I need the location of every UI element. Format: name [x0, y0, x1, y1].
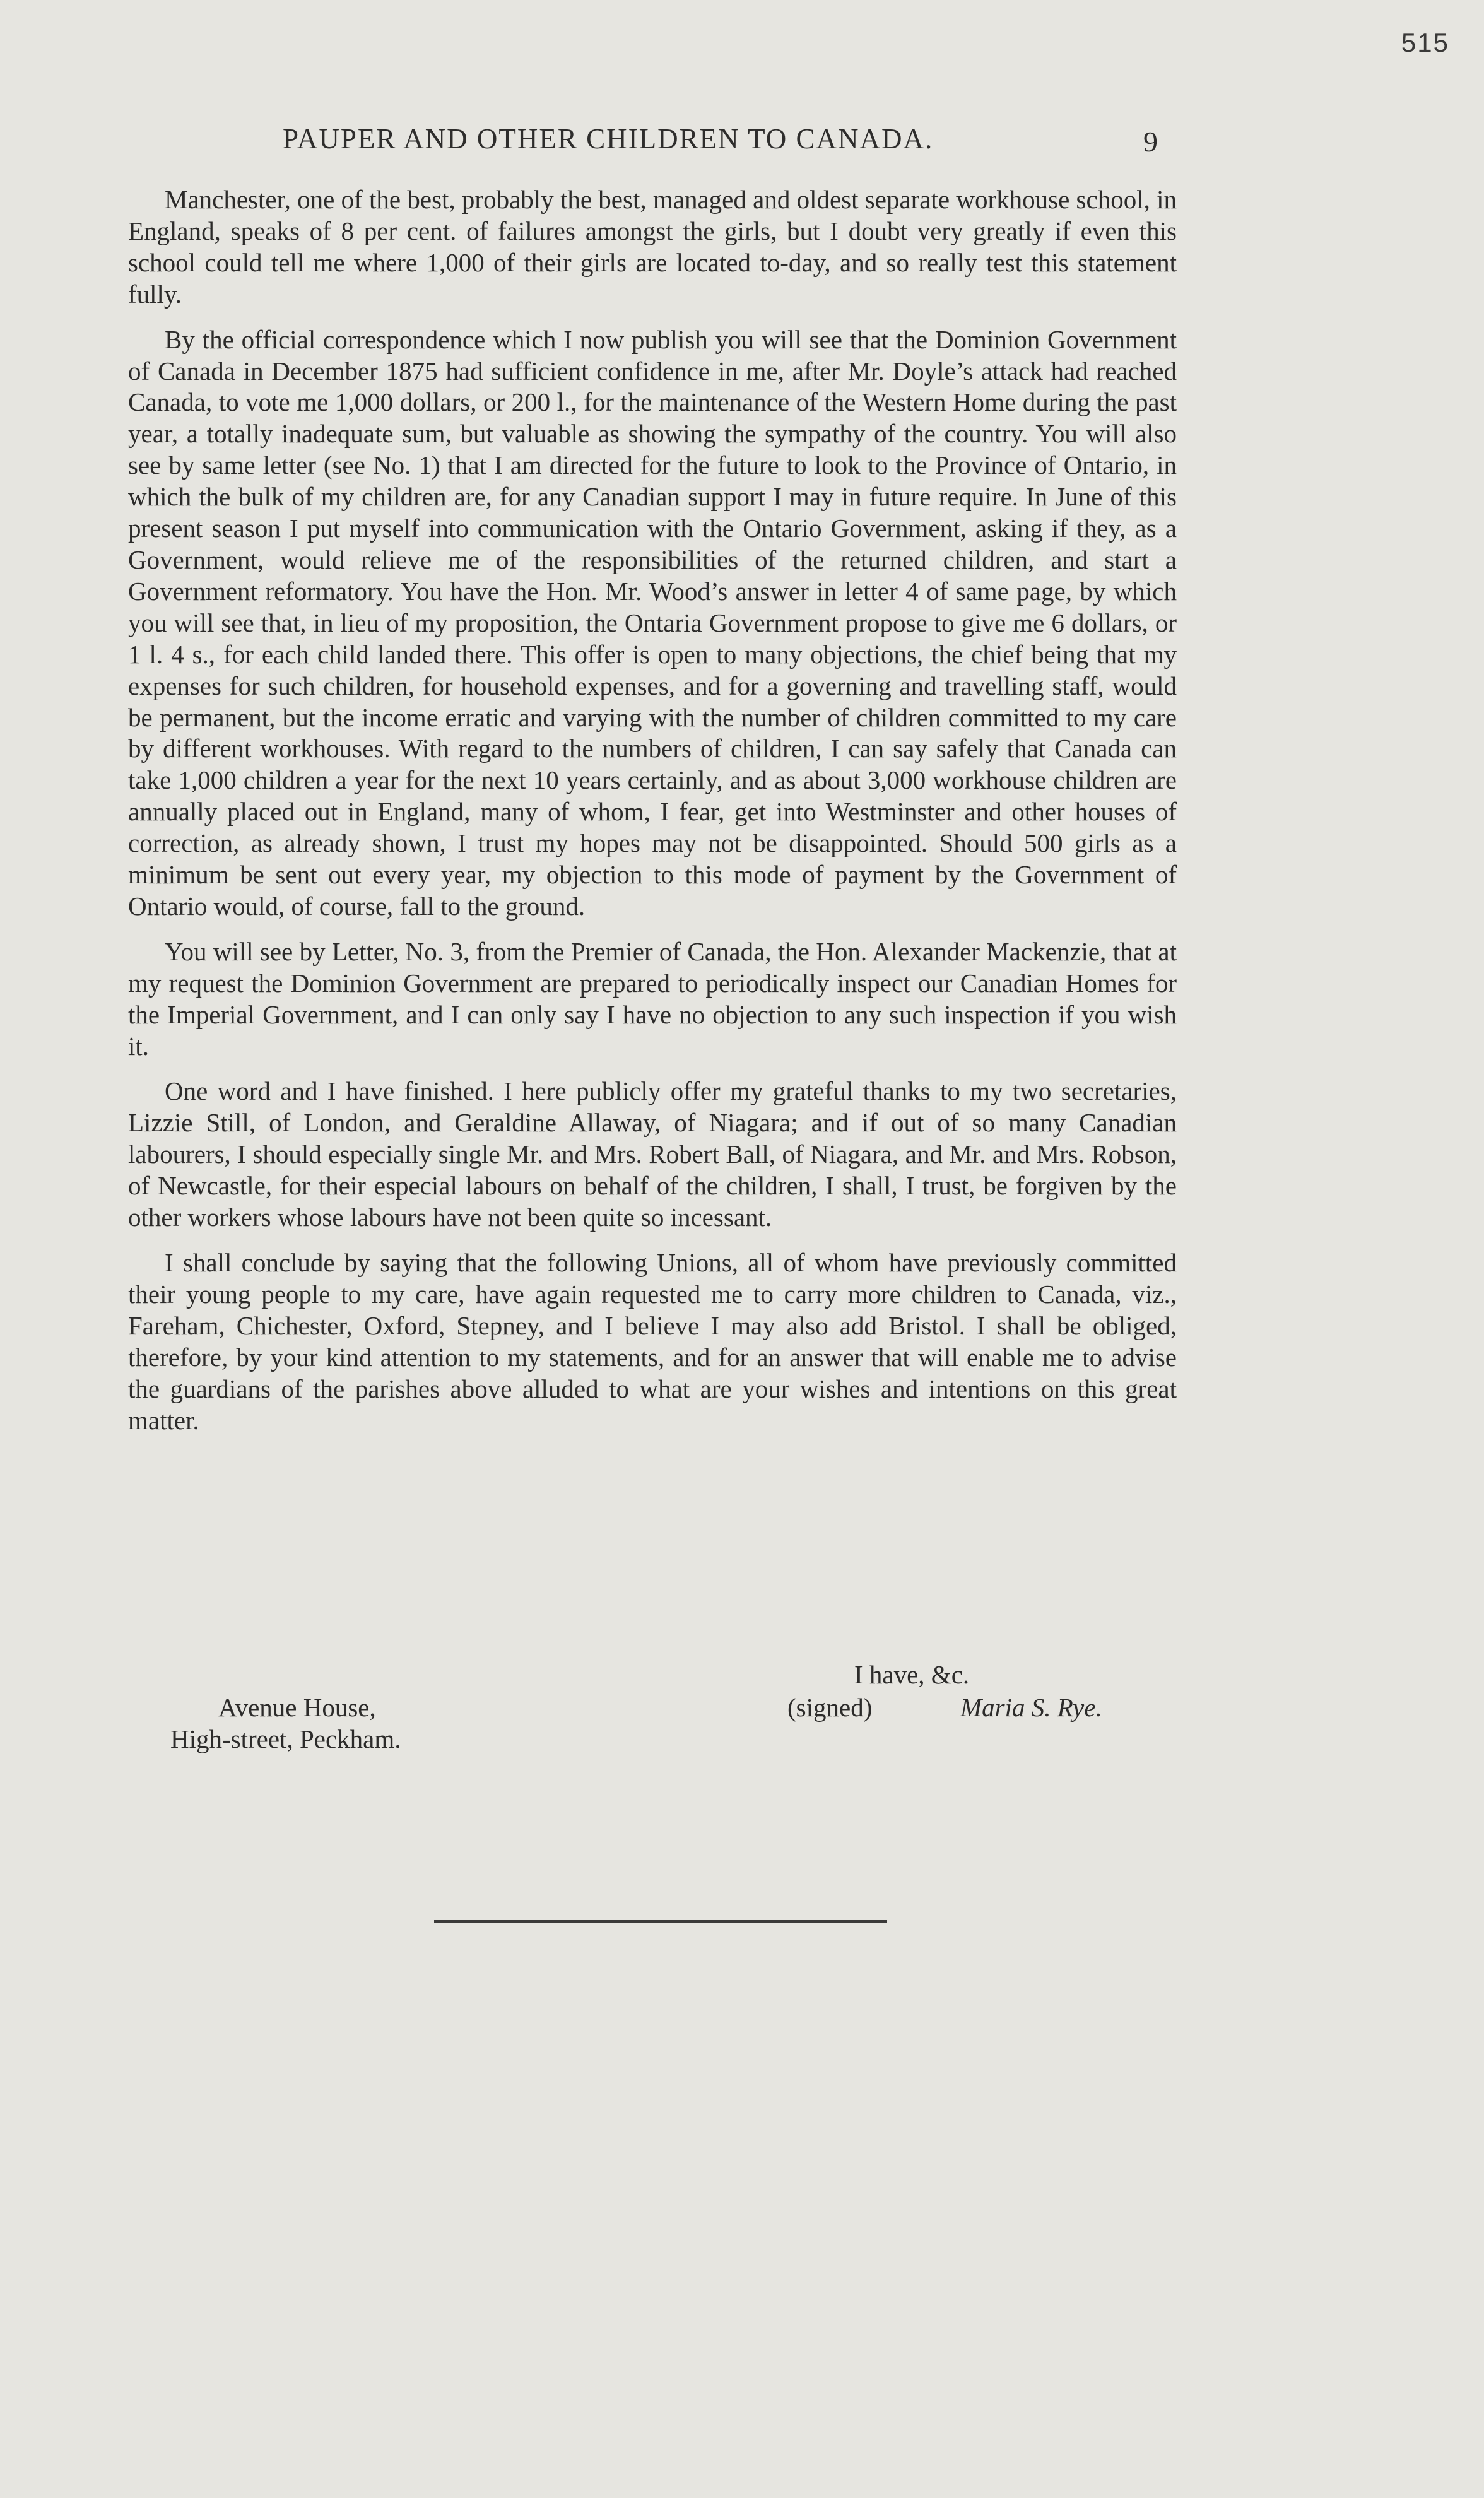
end-rule — [434, 1920, 887, 1923]
paragraph-2: By the official correspondence which I now publish you will see that the Dominion Government of Canada in December 1875 had sufficient confidence in me, after Mr. Doyle’s attack had reached Canada, to vote me 1,000 dollars, or 200 l., for the maintenance of the Western Home during the past year, a totally inadequate sum, but valuable as showing the sympathy of the country. You will also see by same letter (see No. 1) that I am directed for the future to look to the Province of Ontario, in which the bulk of my children are, for any Canadian support I may in future require. In June of this present season I put myself into communication with the Ontario Government, asking if they, as a Government, would relieve me of the responsibilities of the returned children, and start a Government reformatory. You have the Hon. Mr. Wood’s answer in letter 4 of same page, by which you will see that, in lieu of my proposition, the Ontaria Government propose to give me 6 dollars, or 1 l. 4 s., for each child landed there. This offer is open to many objections, the chief being that my expenses for such children, for household expenses, and for a governing and travelling staff, would be permanent, but the income erratic and varying with the number of children committed to my care by different workhouses. With regard to the numbers of children, I can say safely that Canada can take 1,000 children a year for the next 10 years certainly, and as about 3,000 workhouse children are annually placed out in England, many of whom, I fear, get into Westminster and other houses of correction, as already shown, I trust my hopes may not be disappointed. Should 500 girls as a minimum be sent out every year, my objection to this mode of payment by the Government of Ontario would, of course, fall to the ground. — [128, 324, 1177, 921]
archive-page-number: 515 — [1401, 28, 1449, 57]
running-head: PAUPER AND OTHER CHILDREN TO CANADA. — [283, 123, 934, 155]
signed-label: (signed) — [787, 1693, 873, 1722]
letter-body — [128, 184, 1177, 1450]
paragraph-5: I shall conclude by saying that the following Unions, all of whom have previously committed their young people to my care, have again requested me to carry more children to Canada, viz., Fareham, Chichester, Oxford, Stepney, and I believe I may also add Bristol. I shall be obliged, therefore, by your kind attention to my statements, and for an answer that will enable me to advise the guardians of the parishes above alluded to what are your wishes and intentions on this great matter. — [128, 1248, 1177, 1435]
closing-salutation: I have, &c. — [854, 1660, 970, 1689]
paragraph-1: Manchester, one of the best, probably the best, managed and oldest separate workhouse school, in England, speaks of 8 per cent. of failures amongst the girls, but I doubt very greatly if even this school could tell me where 1,000 of their girls are located to-day, and so really test this statement fully. — [128, 185, 1177, 309]
page-number: 9 — [1143, 126, 1158, 158]
address-line-1: Avenue House, — [218, 1693, 376, 1722]
paragraph-3: You will see by Letter, No. 3, from the Premier of Canada, the Hon. Alexander Mackenzie, that at my request the Dominion Government are prepared to periodically inspect our Canadian Homes for the Imperial Government, and I can only say I have no objection to any such inspection if you wish it. — [128, 936, 1177, 1061]
paragraph-4: One word and I have finished. I here publicly offer my grateful thanks to my two secretaries, Lizzie Still, of London, and Geraldine Allaway, of Niagara; and if out of so many Canadian labourers, I should especially single Mr. and Mrs. Robert Ball, of Niagara, and Mr. and Mrs. Robson, of Newcastle, for their especial labours on behalf of the children, I shall, I trust, be forgiven by the other workers whose labours have not been quite so incessant. — [128, 1076, 1177, 1232]
signature-name: Maria S. Rye. — [960, 1693, 1102, 1722]
address-line-2: High-street, Peckham. — [170, 1724, 401, 1753]
